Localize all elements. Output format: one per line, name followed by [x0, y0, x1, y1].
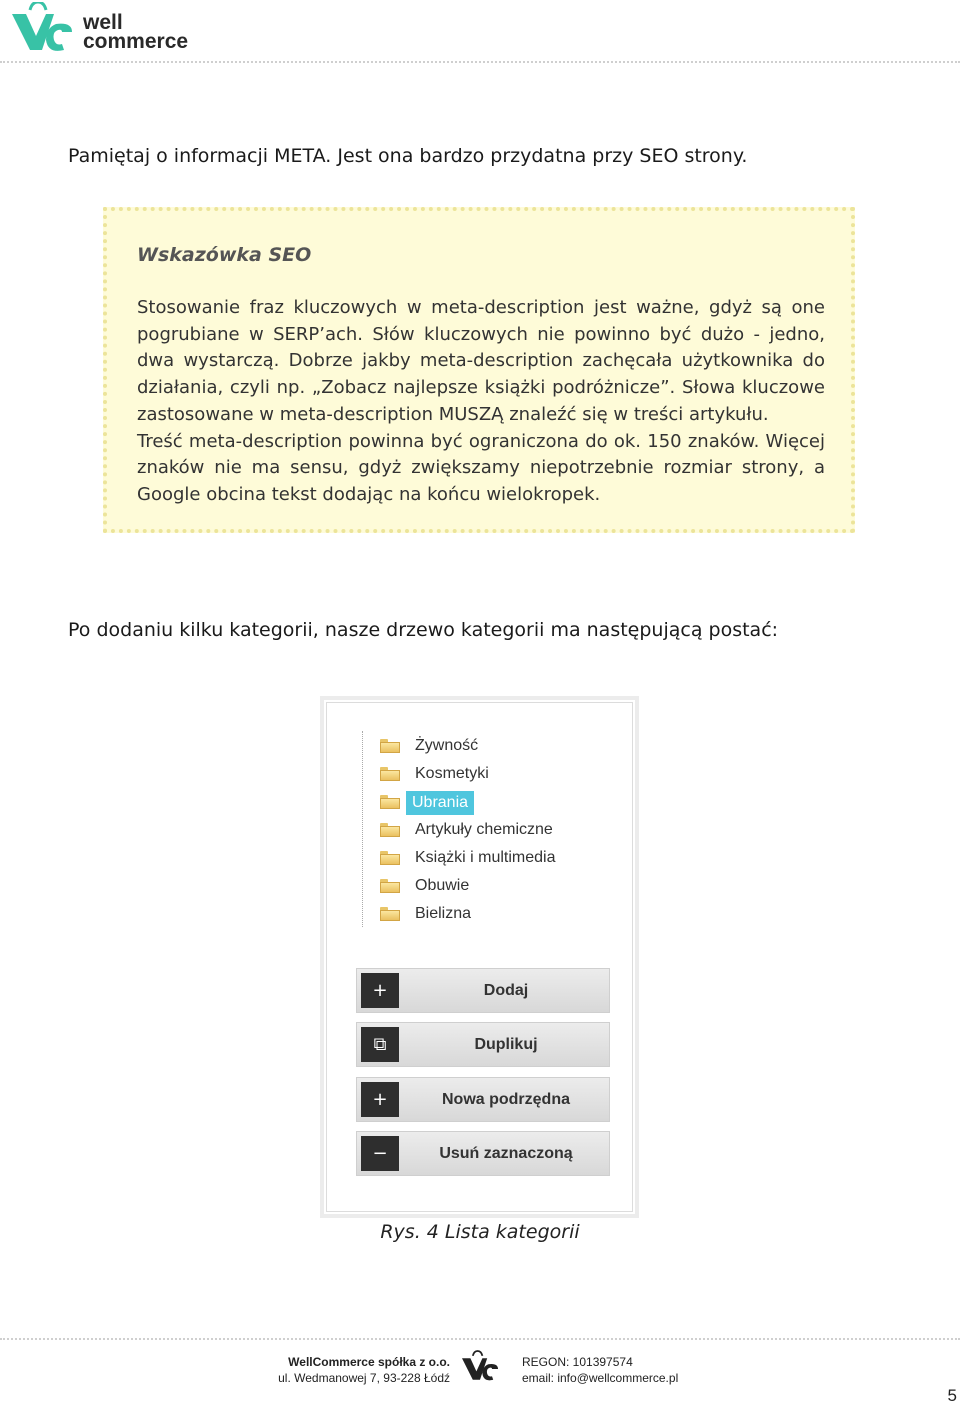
- tree-item-label: Obuwie: [415, 877, 470, 894]
- tree-item-label: Ubrania: [406, 791, 474, 815]
- category-tree: [362, 731, 603, 927]
- delete-selected-button-label: Usuń zaznaczoną: [439, 1145, 573, 1162]
- tip-title: Wskazówka SEO: [137, 244, 312, 266]
- tree-item[interactable]: [363, 759, 603, 787]
- tree-intro-paragraph: Po dodaniu kilku kategorii, nasze drzewo kategorii ma następującą postać:: [68, 619, 779, 641]
- seo-tip-box: [103, 207, 855, 533]
- footer-email[interactable]: email: info@wellcommerce.pl: [522, 1371, 679, 1385]
- plus-icon: +: [361, 973, 399, 1008]
- footer-company-info: [240, 1354, 450, 1386]
- folder-icon: [380, 767, 400, 781]
- tree-item[interactable]: [363, 871, 603, 899]
- folder-icon: [380, 907, 400, 921]
- duplicate-button-label: Duplikuj: [474, 1036, 538, 1053]
- wellcommerce-logo-icon: [12, 2, 72, 52]
- duplicate-button[interactable]: [356, 1022, 610, 1067]
- page-number: 5: [947, 1386, 957, 1405]
- tree-item-label: Żywność: [415, 737, 479, 754]
- header-divider: [0, 61, 960, 63]
- new-subcategory-button[interactable]: [356, 1077, 610, 1122]
- new-subcategory-button-label: Nowa podrzędna: [441, 1091, 570, 1108]
- footer-contact-info: [522, 1354, 678, 1386]
- plus-icon: +: [361, 1082, 399, 1117]
- footer-divider: [0, 1338, 960, 1340]
- intro-paragraph: Pamiętaj o informacji META. Jest ona bardzo przydatna przy SEO strony.: [68, 145, 748, 167]
- folder-icon: [380, 823, 400, 837]
- tree-item-label: Kosmetyki: [415, 765, 489, 782]
- tree-item-label: Artykuły chemiczne: [415, 821, 553, 838]
- add-button-label: Dodaj: [483, 982, 529, 999]
- category-panel: [326, 702, 633, 1212]
- footer-regon: REGON: 101397574: [522, 1355, 633, 1369]
- footer-address: ul. Wedmanowej 7, 93-228 Łódź: [278, 1371, 450, 1385]
- folder-icon: [380, 851, 400, 865]
- tree-item[interactable]: [363, 815, 603, 843]
- footer-logo-icon: [462, 1350, 498, 1382]
- logo-line1: well: [83, 11, 123, 34]
- tree-item[interactable]: [363, 899, 603, 927]
- tip-body: [137, 295, 825, 509]
- tree-item[interactable]: [363, 731, 603, 759]
- logo-wordmark: [83, 13, 188, 51]
- add-button[interactable]: [356, 968, 610, 1013]
- header-logo: [12, 2, 202, 54]
- tree-item[interactable]: [363, 843, 603, 871]
- folder-icon: [380, 739, 400, 753]
- folder-icon: [380, 879, 400, 893]
- footer-company: WellCommerce spółka z o.o.: [288, 1355, 450, 1369]
- figure-caption: Rys. 4 Lista kategorii: [380, 1221, 580, 1243]
- minus-icon: −: [361, 1136, 399, 1171]
- folder-icon: [380, 795, 400, 809]
- tree-item-label: Bielizna: [415, 905, 472, 922]
- tree-item-label: Książki i multimedia: [415, 849, 556, 866]
- tip-paragraph-1: Stosowanie fraz kluczowych w meta-description jest ważne, gdyż są one pogrubiane w SERP’ach. Słów kluczowych nie powinno być dużo - jedno, dwa wystarczą. Dobrze jakby meta-description zachęcała użytkownika do działania, czyli np. „Zobacz najlepsze książki podróżnicze”. Słowa kluczowe zastosowane w meta-description MUSZĄ znaleźć się w treści artykułu.: [137, 297, 825, 425]
- category-list-figure: [320, 696, 639, 1218]
- tip-paragraph-2: Treść meta-description powinna być ograniczona do ok. 150 znaków. Więcej znaków nie ma sensu, gdyż zwiększamy niepotrzebnie rozmiar strony, a Google obcina tekst dodając na końcu wielokropek.: [137, 430, 825, 505]
- delete-selected-button[interactable]: [356, 1131, 610, 1176]
- duplicate-icon: ⧉: [361, 1027, 399, 1062]
- tree-item-selected[interactable]: [363, 787, 603, 815]
- logo-line2: commerce: [83, 30, 189, 53]
